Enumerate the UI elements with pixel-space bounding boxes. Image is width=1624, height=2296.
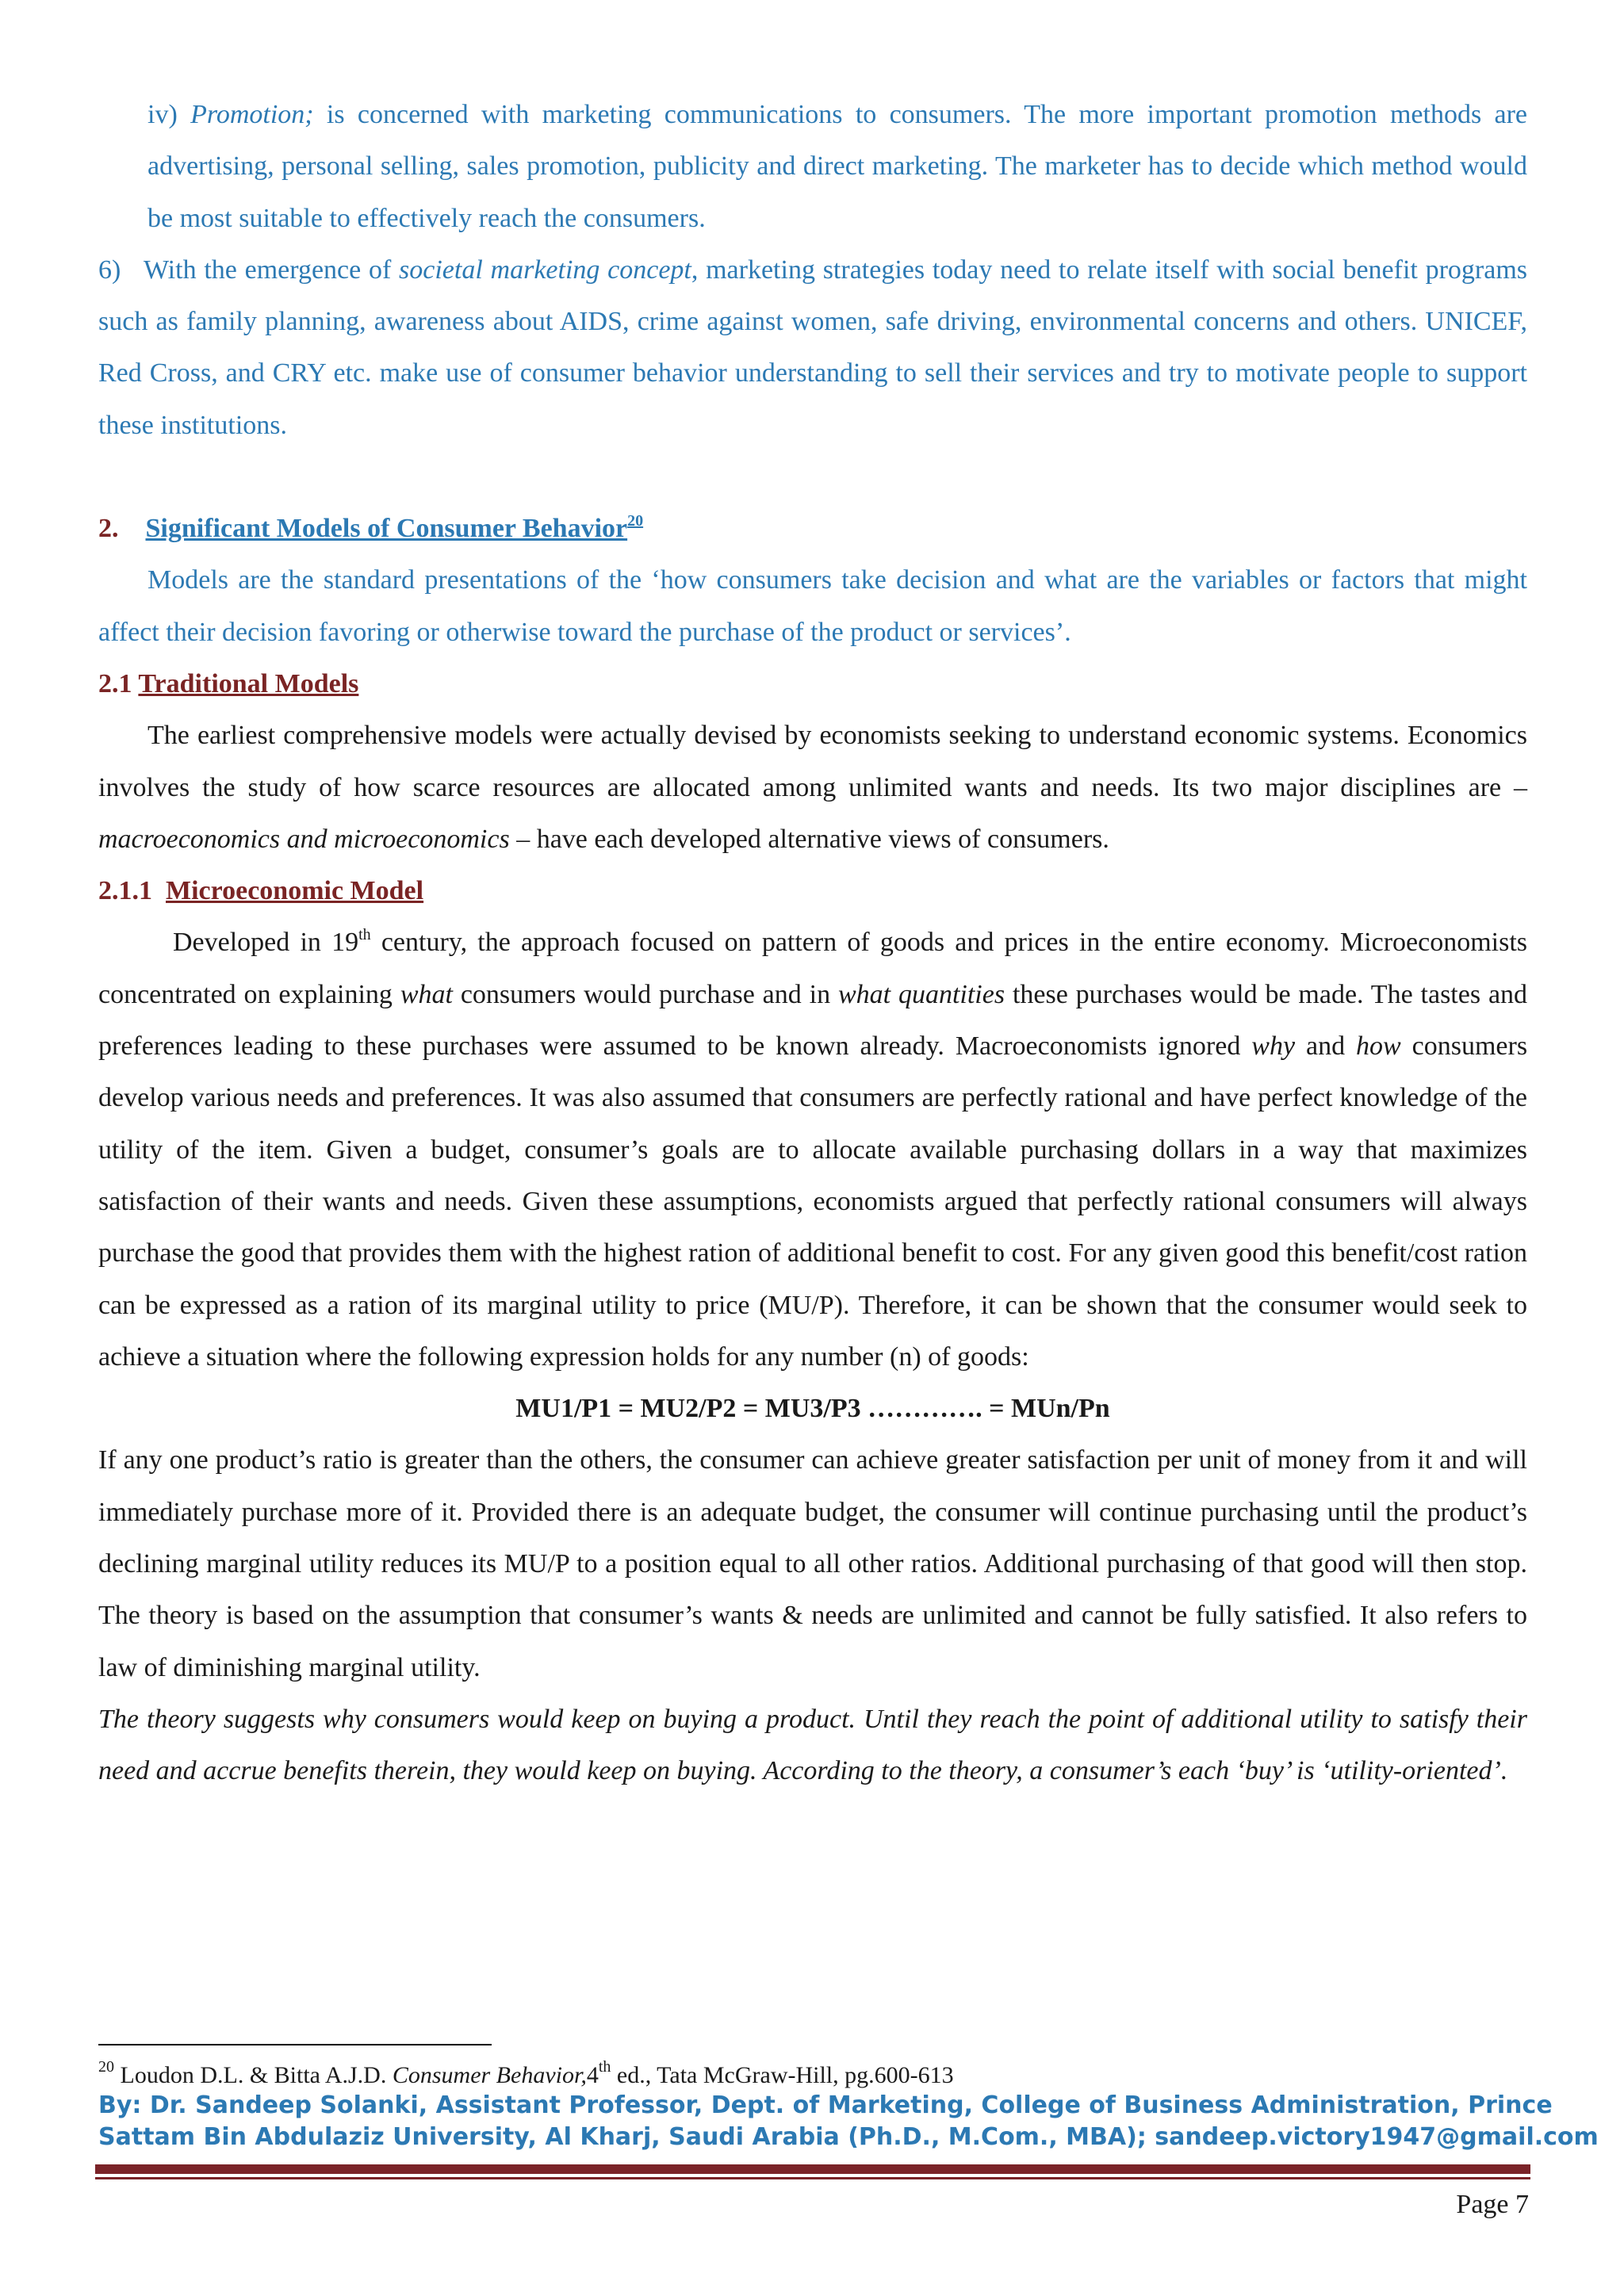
- footnote: $^{20}$ Loudon D.L. & Bitta A.J.D. Consumer Behavior,4th ed., Tata McGraw-Hill, pg.600-613: [98, 2058, 954, 2088]
- page-number: Page 7: [1456, 2190, 1529, 2219]
- footer-band-thin: [95, 2177, 1530, 2179]
- footnote-ref: 20: [627, 512, 644, 530]
- footer-line-2: Sattam Bin Abdulaziz University, Al Kharj, Saudi Arabia (Ph.D., M.Com., MBA); sandeep.victory1947@gmail.com: [98, 2123, 1599, 2151]
- theory-summary: The theory suggests why consumers would keep on buying a product. Until they reach the point of additional utility to satisfy their need and accrue benefits therein, they would keep on buying. According to the theory, a consumer’s each ‘buy’ is ‘utility-oriented’.: [98, 1704, 1527, 1786]
- author-footer: [98, 2090, 1599, 2153]
- section-2-title: Significant Models of Consumer Behavior: [145, 514, 628, 544]
- footnote-divider: [98, 2044, 492, 2045]
- page-body: [98, 89, 1527, 1797]
- section-2-1-paragraph: The earliest comprehensive models were actually devised by economists seeking to understand economic systems. Economics involves the study of how scarce resources are allocated among unlimited wants and needs. Its two major disciplines are – macroeconomics and microeconomics – have each developed alternative views of consumers.: [98, 721, 1527, 854]
- section-2-1-heading: 2.1 Traditional Models: [98, 668, 359, 698]
- list-item-promotion: iv) Promotion; is concerned with marketing communications to consumers. The more important promotion methods are advertising, personal selling, sales promotion, publicity and direct marketing. The marketer has to decide which method would be most suitable to effectively reach the consumers.: [147, 100, 1528, 233]
- section-2-1-1-heading: 2.1.1 Microeconomic Model: [98, 876, 424, 906]
- footer-line-1: By: Dr. Sandeep Solanki, Assistant Professor, Dept. of Marketing, College of Business Administration, Prince: [98, 2091, 1553, 2119]
- ratio-paragraph: If any one product’s ratio is greater than the others, the consumer can achieve greater satisfaction per unit of money from it and will immediately purchase more of it. Provided there is an adequate budget, the consumer will continue purchasing until the product’s declining marginal utility reduces its MU/P to a position equal to all other ratios. Additional purchasing of that good will then stop. The theory is based on the assumption that consumer’s wants & needs are unlimited and cannot be fully satisfied. It also refers to law of diminishing marginal utility.: [98, 1445, 1527, 1682]
- marginal-utility-formula: MU1/P1 = MU2/P2 = MU3/P3 …………. = MUn/Pn: [515, 1394, 1110, 1424]
- section-2-heading: 2. Significant Models of Consumer Behavior$^{20}$: [98, 512, 644, 544]
- microeconomic-paragraph: Developed in 19th century, the approach focused on pattern of goods and prices in the entire economy. Microeconomists concentrated on explaining what consumers would purchase and in what quantities these purchases would be made. The tastes and preferences leading to these purchases were assumed to be known already. Macroeconomists ignored why and how consumers develop various needs and preferences. It was also assumed that consumers are perfectly rational and have perfect knowledge of the utility of the item. Given a budget, consumer’s goals are to allocate available purchasing dollars in a way that maximizes satisfaction of their wants and needs. Given these assumptions, economists argued that perfectly rational consumers will always purchase the good that provides them with the highest ration of additional benefit to cost. For any given good this benefit/cost ration can be expressed as a ration of its marginal utility to price (MU/P). Therefore, it can be shown that the consumer would seek to achieve a situation where the following expression holds for any number (n) of goods:: [98, 926, 1528, 1372]
- section-2-intro: Models are the standard presentations of the ‘how consumers take decision and what are the variables or factors that might affect their decision favoring or otherwise toward the purchase of the product or services’.: [98, 565, 1527, 647]
- list-item-societal-marketing: 6) With the emergence of societal marketing concept, marketing strategies today need to relate itself with social benefit programs such as family planning, awareness about AIDS, crime against women, safe driving, environmental concerns and others. UNICEF, Red Cross, and CRY etc. make use of consumer behavior understanding to sell their services and try to motivate people to support these institutions.: [98, 254, 1527, 440]
- footer-band: [95, 2164, 1530, 2174]
